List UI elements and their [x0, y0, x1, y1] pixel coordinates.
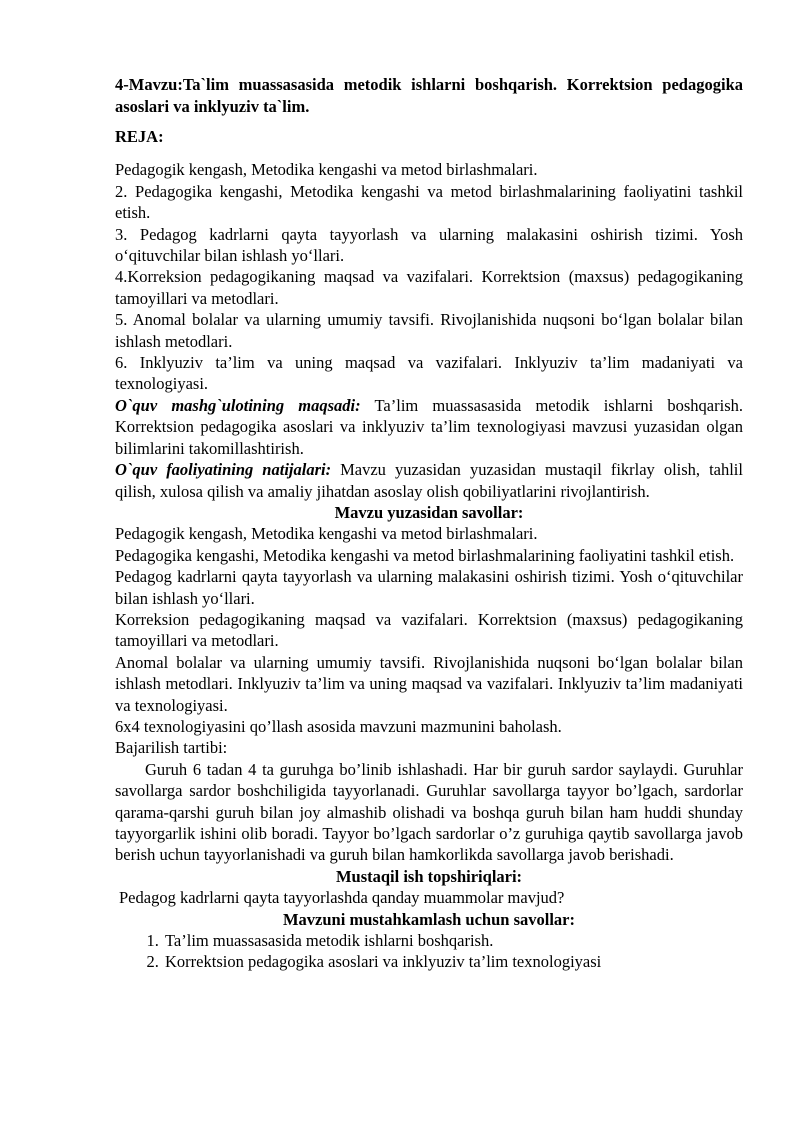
- question-item: Pedagogik kengash, Metodika kengashi va metod birlashmalari.: [115, 524, 538, 544]
- reinforce-item: 1. Ta’lim muassasasida metodik ishlarni boshqarish.: [163, 930, 743, 951]
- plan-item: 5. Anomal bolalar va ularning umumiy tavsifi. Rivojlanishida nuqsoni bo‘lgan bolalar bilan ishlash metodlari.: [115, 310, 743, 351]
- plan-list: [115, 159, 743, 394]
- question-item: Korreksion pedagogikaning maqsad va vazifalari. Korrektsion (maxsus) pedagogikaning tamoyillari va metodlari.: [115, 609, 743, 651]
- goal-text: Ta’lim muassasasida metodik ishlarni boshqarish. Korrektsion pedagogika asoslari va inklyuziv ta’lim texnologiyasi mavzusi yuzasidan olgan bilimlarini takomillashtirish.: [115, 395, 743, 458]
- page-title: 4-Mavzu:Ta`lim muassasasida metodik ishlarni boshqarish. Korrektsion pedagogika asoslari va inklyuziv ta`lim.: [115, 75, 743, 116]
- independent-heading: Mustaqil ish topshiriqlari:: [335, 866, 523, 886]
- method-line: 6x4 texnologiyasini qo’llash asosida mavzuni mazmunini baholash.: [115, 716, 562, 736]
- independent-text: Pedagog kadrlarni qayta tayyorlashda qanday muammolar mavjud?: [119, 888, 565, 908]
- results-paragraph: [115, 459, 743, 502]
- plan-heading: REJA:: [115, 127, 164, 146]
- reinforce-item: 2. Korrektsion pedagogika asoslari va inklyuziv ta’lim texnologiyasi: [163, 951, 743, 972]
- procedure-text: Guruh 6 tadan 4 ta guruhga bo’linib ishlashadi. Har bir guruh sardor saylaydi. Guruhlar savollarga sardor boshchiligida tayyorlanadi. Guruhlar savollarga tayyor bo’lgach, sardorlar qarama-qarshi guruh bilan joy almashib olishadi va boshqa guruh bilan ham huddi shunday tayyorgarlik ishini olib boradi. Tayyor bo’lgach sardorlar o’z guruhiga qaytib savollarga javob berish uchun tayyorlanishadi va guruh bilan hamkorlikda savollarga javob berishadi.: [115, 759, 743, 865]
- question-item: Pedagog kadrlarni qayta tayyorlash va ularning malakasini oshirish tizimi. Yosh o‘qituvchilar bilan ishlash yo‘llari.: [115, 567, 743, 608]
- document-page: [115, 74, 743, 973]
- plan-item: 4.Korreksion pedagogikaning maqsad va vazifalari. Korrektsion (maxsus) pedagogikaning tamoyillari va metodlari.: [115, 267, 743, 308]
- reinforce-list: [115, 930, 743, 973]
- questions-list: [115, 523, 743, 716]
- results-text: Mavzu yuzasidan yuzasidan mustaqil fikrlay olish, tahlil qilish, xulosa qilish va amaliy jihatdan asoslay olish qobiliyatlarini rivojlantirish.: [115, 460, 743, 501]
- plan-item: 2. Pedagogika kengashi, Metodika kengashi va metod birlashmalarining faoliyatini tashkil etish.: [115, 181, 743, 223]
- questions-heading: Mavzu yuzasidan savollar:: [334, 502, 524, 522]
- plan-item: 6. Inklyuziv ta’lim va uning maqsad va vazifalari. Inklyuziv ta’lim madaniyati va texnologiyasi.: [115, 353, 743, 394]
- plan-item: 3. Pedagog kadrlarni qayta tayyorlash va ularning malakasini oshirish tizimi. Yosh o‘qituvchilar bilan ishlash yo‘llari.: [115, 224, 743, 266]
- question-item: Pedagogika kengashi, Metodika kengashi va metod birlashmalarining faoliyatini tashkil etish.: [115, 545, 735, 565]
- question-item: Anomal bolalar va ularning umumiy tavsifi. Rivojlanishida nuqsoni bo‘lgan bolalar bilan ishlash metodlari. Inklyuziv ta’lim va uning maqsad va vazifalari. Inklyuziv ta’lim madaniyati va texnologiyasi.: [115, 652, 743, 715]
- goal-paragraph: [115, 395, 743, 459]
- procedure-heading: Bajarilish tartibi:: [115, 738, 228, 758]
- goal-label: O`quv mashg`ulotining maqsadi:: [115, 395, 361, 415]
- reinforce-heading: Mavzuni mustahkamlash uchun savollar:: [282, 909, 575, 929]
- results-label: O`quv faoliyatining natijalari:: [115, 460, 332, 480]
- plan-item: Pedagogik kengash, Metodika kengashi va metod birlashmalari.: [115, 160, 538, 180]
